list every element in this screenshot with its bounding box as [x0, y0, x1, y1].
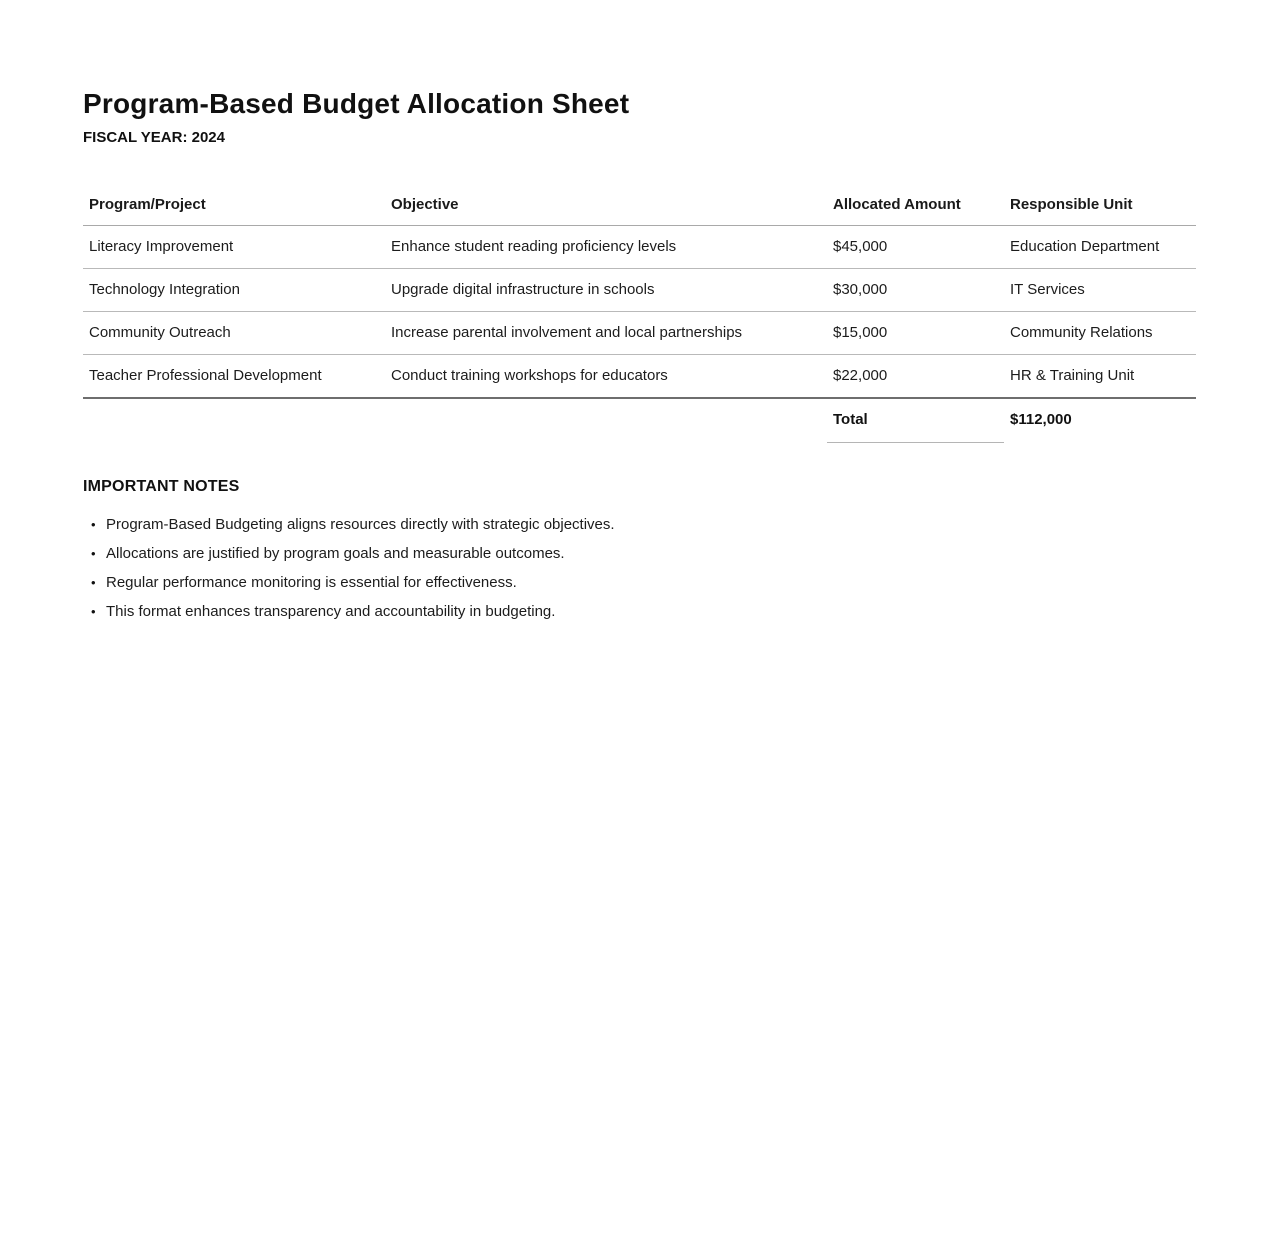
table-header-row: [83, 185, 1196, 226]
cell-objective: Conduct training workshops for educators: [385, 355, 827, 399]
cell-unit: HR & Training Unit: [1004, 355, 1196, 399]
cell-objective: Enhance student reading proficiency levels: [385, 226, 827, 269]
notes-heading: IMPORTANT NOTES: [83, 478, 240, 496]
bullet-icon: •: [91, 546, 96, 562]
note-text: Regular performance monitoring is essential for effectiveness.: [106, 574, 517, 592]
budget-table: [83, 185, 1196, 443]
table-row: [83, 355, 1196, 399]
note-text: This format enhances transparency and accountability in budgeting.: [106, 603, 556, 621]
bullet-icon: •: [91, 604, 96, 620]
column-header-program: Program/Project: [83, 185, 385, 226]
cell-program: Teacher Professional Development: [83, 355, 385, 399]
cell-amount: $30,000: [827, 269, 1004, 312]
note-text: Allocations are justified by program goals and measurable outcomes.: [106, 545, 565, 563]
cell-program: Technology Integration: [83, 269, 385, 312]
list-item: [91, 545, 1196, 563]
column-header-objective: Objective: [385, 185, 827, 226]
total-spacer: [83, 398, 385, 443]
note-text: Program-Based Budgeting aligns resources directly with strategic objectives.: [106, 516, 615, 534]
cell-program: Community Outreach: [83, 312, 385, 355]
list-item: [91, 603, 1196, 621]
list-item: [91, 516, 1196, 534]
cell-unit: Education Department: [1004, 226, 1196, 269]
bullet-icon: •: [91, 517, 96, 533]
cell-program: Literacy Improvement: [83, 226, 385, 269]
document-page: [0, 0, 1278, 621]
cell-unit: Community Relations: [1004, 312, 1196, 355]
cell-objective: Upgrade digital infrastructure in schools: [385, 269, 827, 312]
cell-objective: Increase parental involvement and local partnerships: [385, 312, 827, 355]
total-spacer: [385, 398, 827, 443]
table-body: [83, 226, 1196, 443]
page-title: Program-Based Budget Allocation Sheet: [83, 88, 630, 119]
notes-list: [83, 516, 1196, 621]
column-header-amount: Allocated Amount: [827, 185, 1004, 226]
table-row: [83, 226, 1196, 269]
total-value: $112,000: [1010, 411, 1072, 429]
table-header: [83, 185, 1196, 226]
total-label: Total: [827, 398, 1004, 443]
column-header-unit: Responsible Unit: [1004, 185, 1196, 226]
cell-unit: IT Services: [1004, 269, 1196, 312]
notes-section: [83, 478, 1196, 621]
fiscal-year-label: FISCAL YEAR: 2024: [83, 129, 225, 147]
table-row: [83, 312, 1196, 355]
total-row: [83, 398, 1196, 443]
cell-amount: $15,000: [827, 312, 1004, 355]
cell-amount: $45,000: [827, 226, 1004, 269]
cell-amount: $22,000: [827, 355, 1004, 399]
bullet-icon: •: [91, 575, 96, 591]
list-item: [91, 574, 1196, 592]
table-row: [83, 269, 1196, 312]
